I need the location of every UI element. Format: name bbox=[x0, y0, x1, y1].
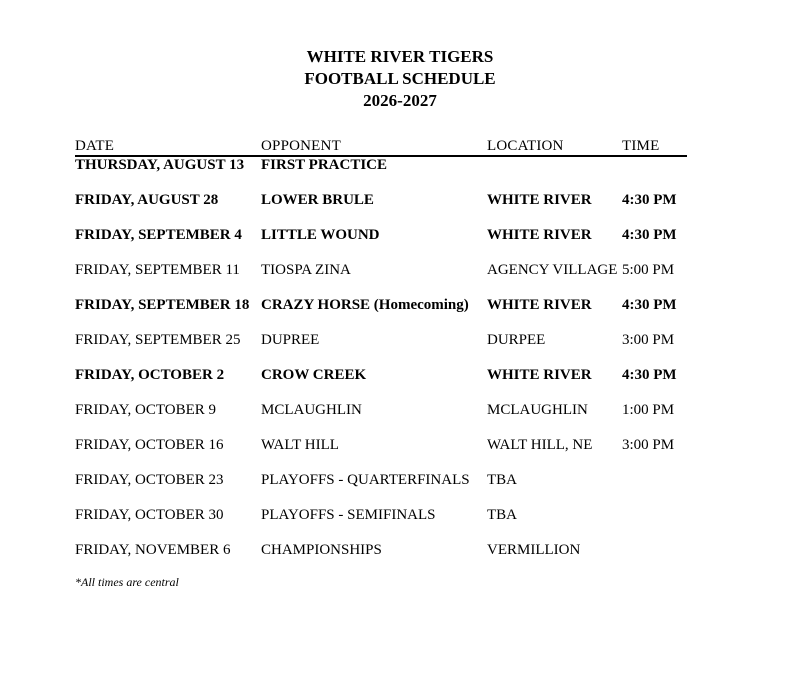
time-cell: 3:00 PM bbox=[622, 437, 675, 453]
opponent-cell: CHAMPIONSHIPS bbox=[261, 542, 382, 558]
header-time: TIME bbox=[622, 138, 660, 154]
table-row bbox=[75, 262, 687, 297]
schedule-heading: FOOTBALL SCHEDULE bbox=[304, 69, 496, 88]
opponent-cell: CRAZY HORSE (Homecoming) bbox=[261, 297, 469, 313]
date-cell: FRIDAY, OCTOBER 30 bbox=[75, 507, 224, 523]
opponent-cell: PLAYOFFS - QUARTERFINALS bbox=[261, 472, 470, 488]
location-cell: WHITE RIVER bbox=[487, 192, 592, 208]
date-cell: FRIDAY, OCTOBER 16 bbox=[75, 437, 224, 453]
header-date: DATE bbox=[75, 138, 115, 154]
time-cell: 4:30 PM bbox=[622, 227, 677, 243]
date-cell: FRIDAY, OCTOBER 9 bbox=[75, 402, 217, 418]
table-row bbox=[75, 332, 687, 367]
table-row bbox=[75, 297, 687, 332]
team-name: WHITE RIVER TIGERS bbox=[306, 47, 494, 66]
table-row bbox=[75, 507, 687, 542]
table-header bbox=[75, 138, 687, 157]
opponent-cell: LOWER BRULE bbox=[261, 192, 374, 208]
date-cell: FRIDAY, SEPTEMBER 25 bbox=[75, 332, 241, 348]
date-cell: FRIDAY, OCTOBER 23 bbox=[75, 472, 224, 488]
table-row bbox=[75, 157, 687, 192]
opponent-cell: FIRST PRACTICE bbox=[261, 157, 387, 173]
location-cell: TBA bbox=[487, 472, 517, 488]
opponent-cell: WALT HILL bbox=[261, 437, 339, 453]
date-cell: FRIDAY, SEPTEMBER 4 bbox=[75, 227, 242, 243]
table-row bbox=[75, 472, 687, 507]
location-cell: DURPEE bbox=[487, 332, 546, 348]
footnote: *All times are central bbox=[75, 575, 179, 589]
location-cell: WHITE RIVER bbox=[487, 227, 592, 243]
date-cell: THURSDAY, AUGUST 13 bbox=[75, 157, 245, 173]
opponent-cell: MCLAUGHLIN bbox=[261, 402, 362, 418]
schedule-title bbox=[0, 46, 800, 112]
time-cell: 1:00 PM bbox=[622, 402, 675, 418]
date-cell: FRIDAY, NOVEMBER 6 bbox=[75, 542, 231, 558]
table-row bbox=[75, 437, 687, 472]
header-opponent: OPPONENT bbox=[261, 138, 341, 154]
table-row bbox=[75, 402, 687, 437]
table-row bbox=[75, 367, 687, 402]
location-cell: WHITE RIVER bbox=[487, 367, 592, 383]
location-cell: TBA bbox=[487, 507, 517, 523]
location-cell: WHITE RIVER bbox=[487, 297, 592, 313]
table-row bbox=[75, 192, 687, 227]
opponent-cell: TIOSPA ZINA bbox=[261, 262, 351, 278]
table-body bbox=[75, 157, 687, 577]
location-cell: MCLAUGHLIN bbox=[487, 402, 588, 418]
table-row bbox=[75, 227, 687, 262]
time-cell: 4:30 PM bbox=[622, 367, 677, 383]
time-cell: 3:00 PM bbox=[622, 332, 675, 348]
location-cell: WALT HILL, NE bbox=[487, 437, 593, 453]
location-cell: VERMILLION bbox=[487, 542, 581, 558]
opponent-cell: LITTLE WOUND bbox=[261, 227, 380, 243]
time-cell: 4:30 PM bbox=[622, 192, 677, 208]
time-cell: 4:30 PM bbox=[622, 297, 677, 313]
table-row bbox=[75, 542, 687, 577]
location-cell: AGENCY VILLAGE bbox=[487, 262, 618, 278]
date-cell: FRIDAY, OCTOBER 2 bbox=[75, 367, 225, 383]
time-cell: 5:00 PM bbox=[622, 262, 675, 278]
opponent-cell: PLAYOFFS - SEMIFINALS bbox=[261, 507, 436, 523]
date-cell: FRIDAY, AUGUST 28 bbox=[75, 192, 219, 208]
opponent-cell: DUPREE bbox=[261, 332, 320, 348]
opponent-cell: CROW CREEK bbox=[261, 367, 367, 383]
season-years: 2026-2027 bbox=[363, 91, 437, 110]
schedule-table bbox=[75, 138, 687, 577]
date-cell: FRIDAY, SEPTEMBER 18 bbox=[75, 297, 250, 313]
header-location: LOCATION bbox=[487, 138, 564, 154]
date-cell: FRIDAY, SEPTEMBER 11 bbox=[75, 262, 240, 278]
